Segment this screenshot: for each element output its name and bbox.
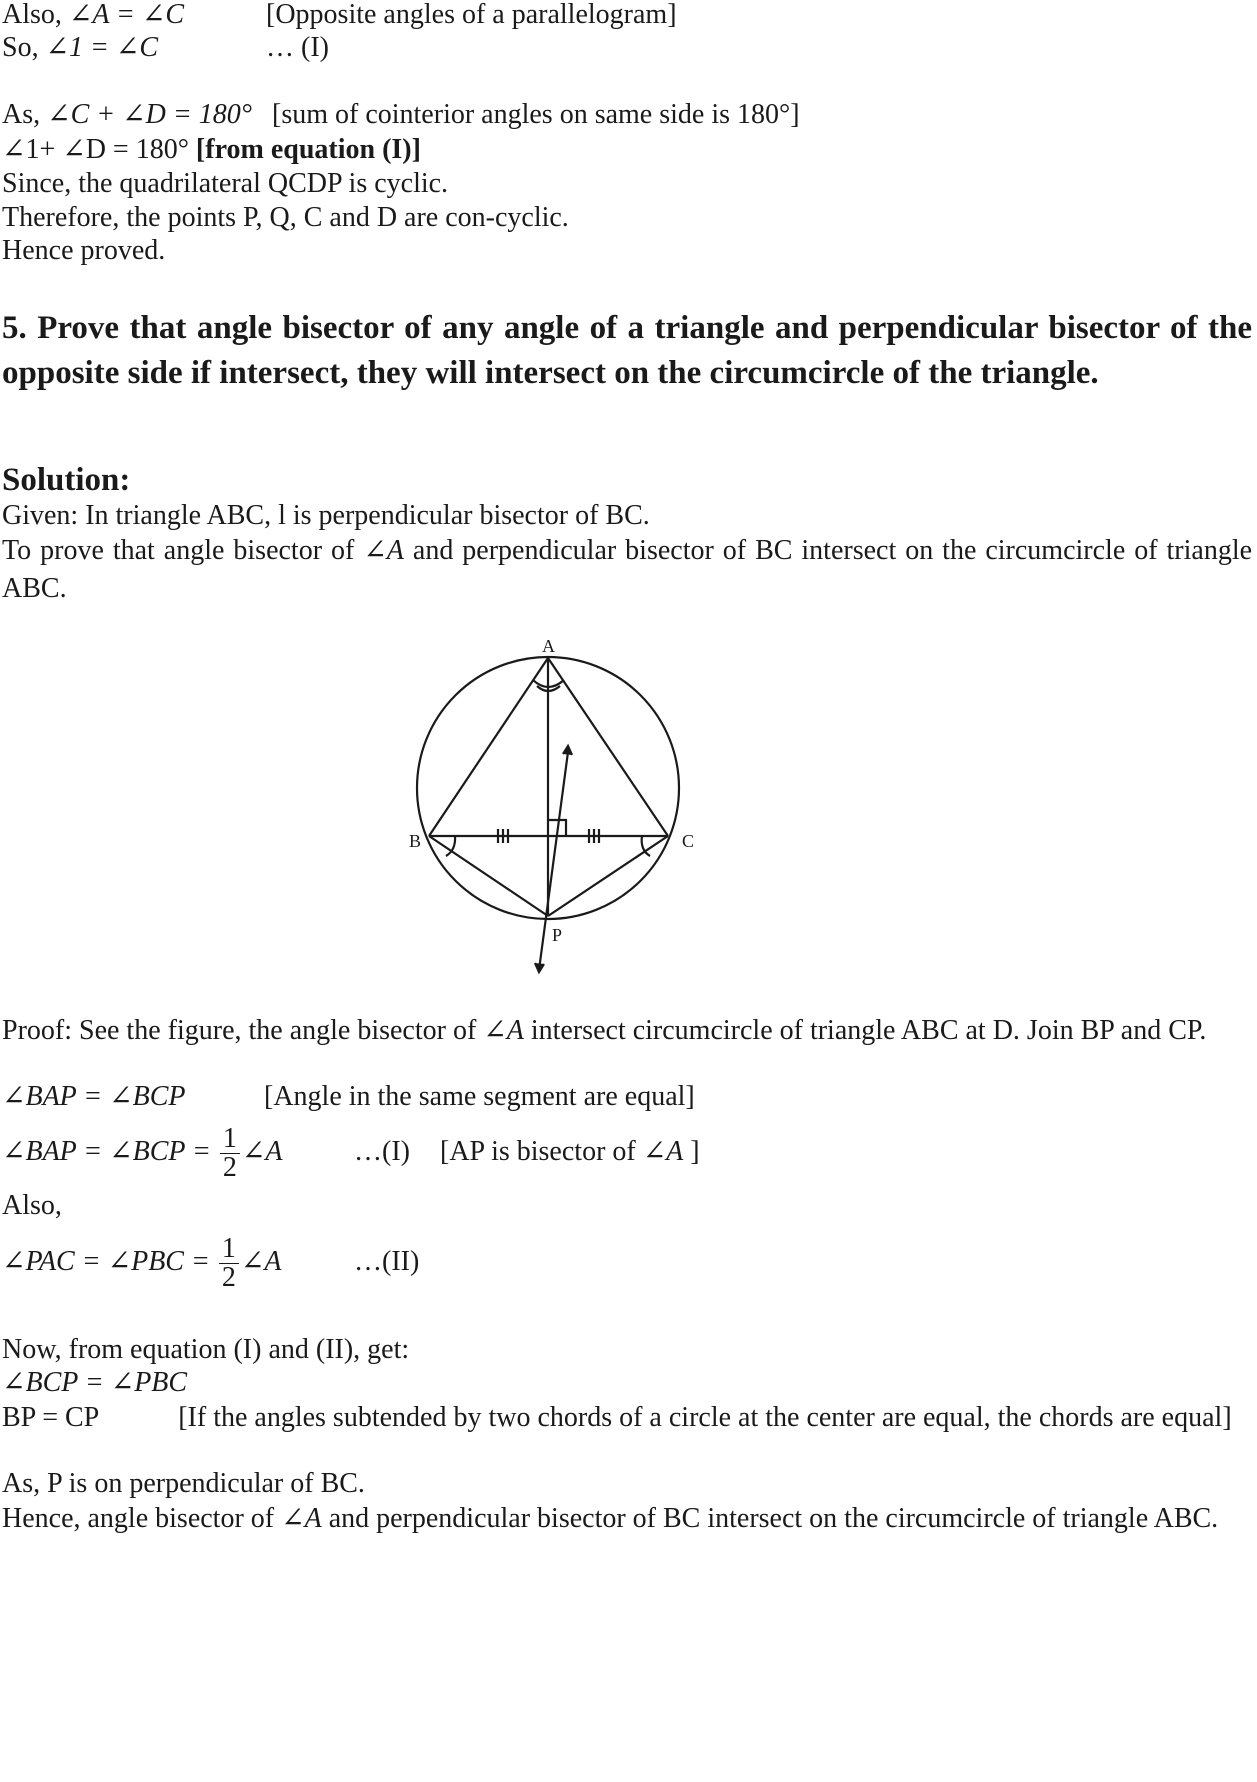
equation-ii (2, 1222, 420, 1302)
line-hence-proved: Hence proved. (2, 235, 166, 266)
math-angle: ∠A (281, 1503, 322, 1534)
math-angle: ∠A (241, 1136, 283, 1167)
math-angle: ∠A (483, 1015, 524, 1046)
to-prove-paragraph: To prove that angle bisector of ∠A and perpendicular bisector of BC intersect on the circumcircle of triangle ABC. (2, 535, 1253, 604)
equation-tag: … (I) (266, 32, 329, 63)
reason-text: [Opposite angles of a parallelogram] (266, 0, 677, 30)
reason-text: [If the angles subtended by two chords of a circle at the center are equal, the chords are equal] (178, 1402, 1232, 1433)
given-line: Given: In triangle ABC, l is perpendicular bisector of BC. (2, 500, 650, 531)
math-expression: BP = CP (2, 1402, 99, 1433)
label-p: P (552, 925, 563, 945)
proof-paragraph: Proof: See the figure, the angle bisector of ∠A intersect circumcircle of triangle ABC at D. Join BP and CP. (2, 1015, 1207, 1046)
label-b: B (409, 831, 422, 851)
solution-heading: Solution: (2, 462, 131, 498)
arrow-head-top (563, 746, 572, 755)
reason-text: [sum of cointerior angles on same side is 180°] (272, 99, 800, 130)
math-angle: ∠A (240, 1246, 282, 1277)
fraction-half: $\frac{1}{2}$ (220, 1125, 240, 1182)
math-expression: ∠PAC = ∠PBC = (2, 1246, 210, 1277)
math-expression: ∠C + ∠D = 180° (47, 99, 252, 130)
math-expression: ∠1+ ∠D = 180° (2, 134, 189, 165)
math-expression: ∠BAP = ∠BCP = (2, 1136, 211, 1167)
label-c: C (682, 831, 695, 851)
reason-text: [from equation (I)] (195, 134, 421, 165)
math-expression: ∠A = ∠C (68, 0, 184, 30)
line-cyclic: Since, the quadrilateral QCDP is cyclic. (2, 168, 449, 199)
side-ab (429, 658, 548, 836)
fraction-half: $\frac{1}{2}$ (219, 1235, 239, 1292)
arrow-head-bottom (535, 963, 544, 972)
equation-bcp-pbc: ∠BCP = ∠PBC (2, 1367, 188, 1398)
equation-tag: …(II) (354, 1246, 420, 1277)
line-as-sum: As, ∠C + ∠D = 180° [sum of cointerior angles on same side is 180°] (2, 99, 800, 130)
reason-text: [AP is bisector of ∠A ] (440, 1136, 700, 1167)
also-line: Also, (2, 1190, 62, 1221)
as-p-line: As, P is on perpendicular of BC. (2, 1468, 365, 1499)
math-expression: ∠1 = ∠C (45, 32, 159, 63)
reason-text: [Angle in the same segment are equal] (264, 1081, 695, 1112)
equation-bap-bcp (2, 1080, 695, 1114)
math-angle: ∠A (363, 535, 404, 566)
side-ac (548, 658, 668, 836)
line-concyclic: Therefore, the points P, Q, C and D are con-cyclic. (2, 202, 569, 233)
now-line: Now, from equation (I) and (II), get: (2, 1334, 410, 1365)
question-5: 5. Prove that angle bisector of any angle of a triangle and perpendicular bisector of the opposite side if intersect, they will intersect on the circumcircle of the triangle. (2, 310, 1252, 391)
line-also-angle: Also, ∠A = ∠C [Opposite angles of a parallelogram] (2, 0, 677, 30)
equation-tag: …(I) (354, 1136, 410, 1167)
line-so-angle: So, ∠1 = ∠C … (I) (2, 32, 329, 63)
math-expression: ∠BAP = ∠BCP (2, 1081, 186, 1112)
equation-bp-cp (2, 1399, 1252, 1437)
equation-i (2, 1112, 700, 1192)
hence-paragraph: Hence, angle bisector of ∠A and perpendicular bisector of BC intersect on the circumcircle of triangle ABC. (2, 1503, 1219, 1534)
label-a: A (542, 636, 555, 656)
